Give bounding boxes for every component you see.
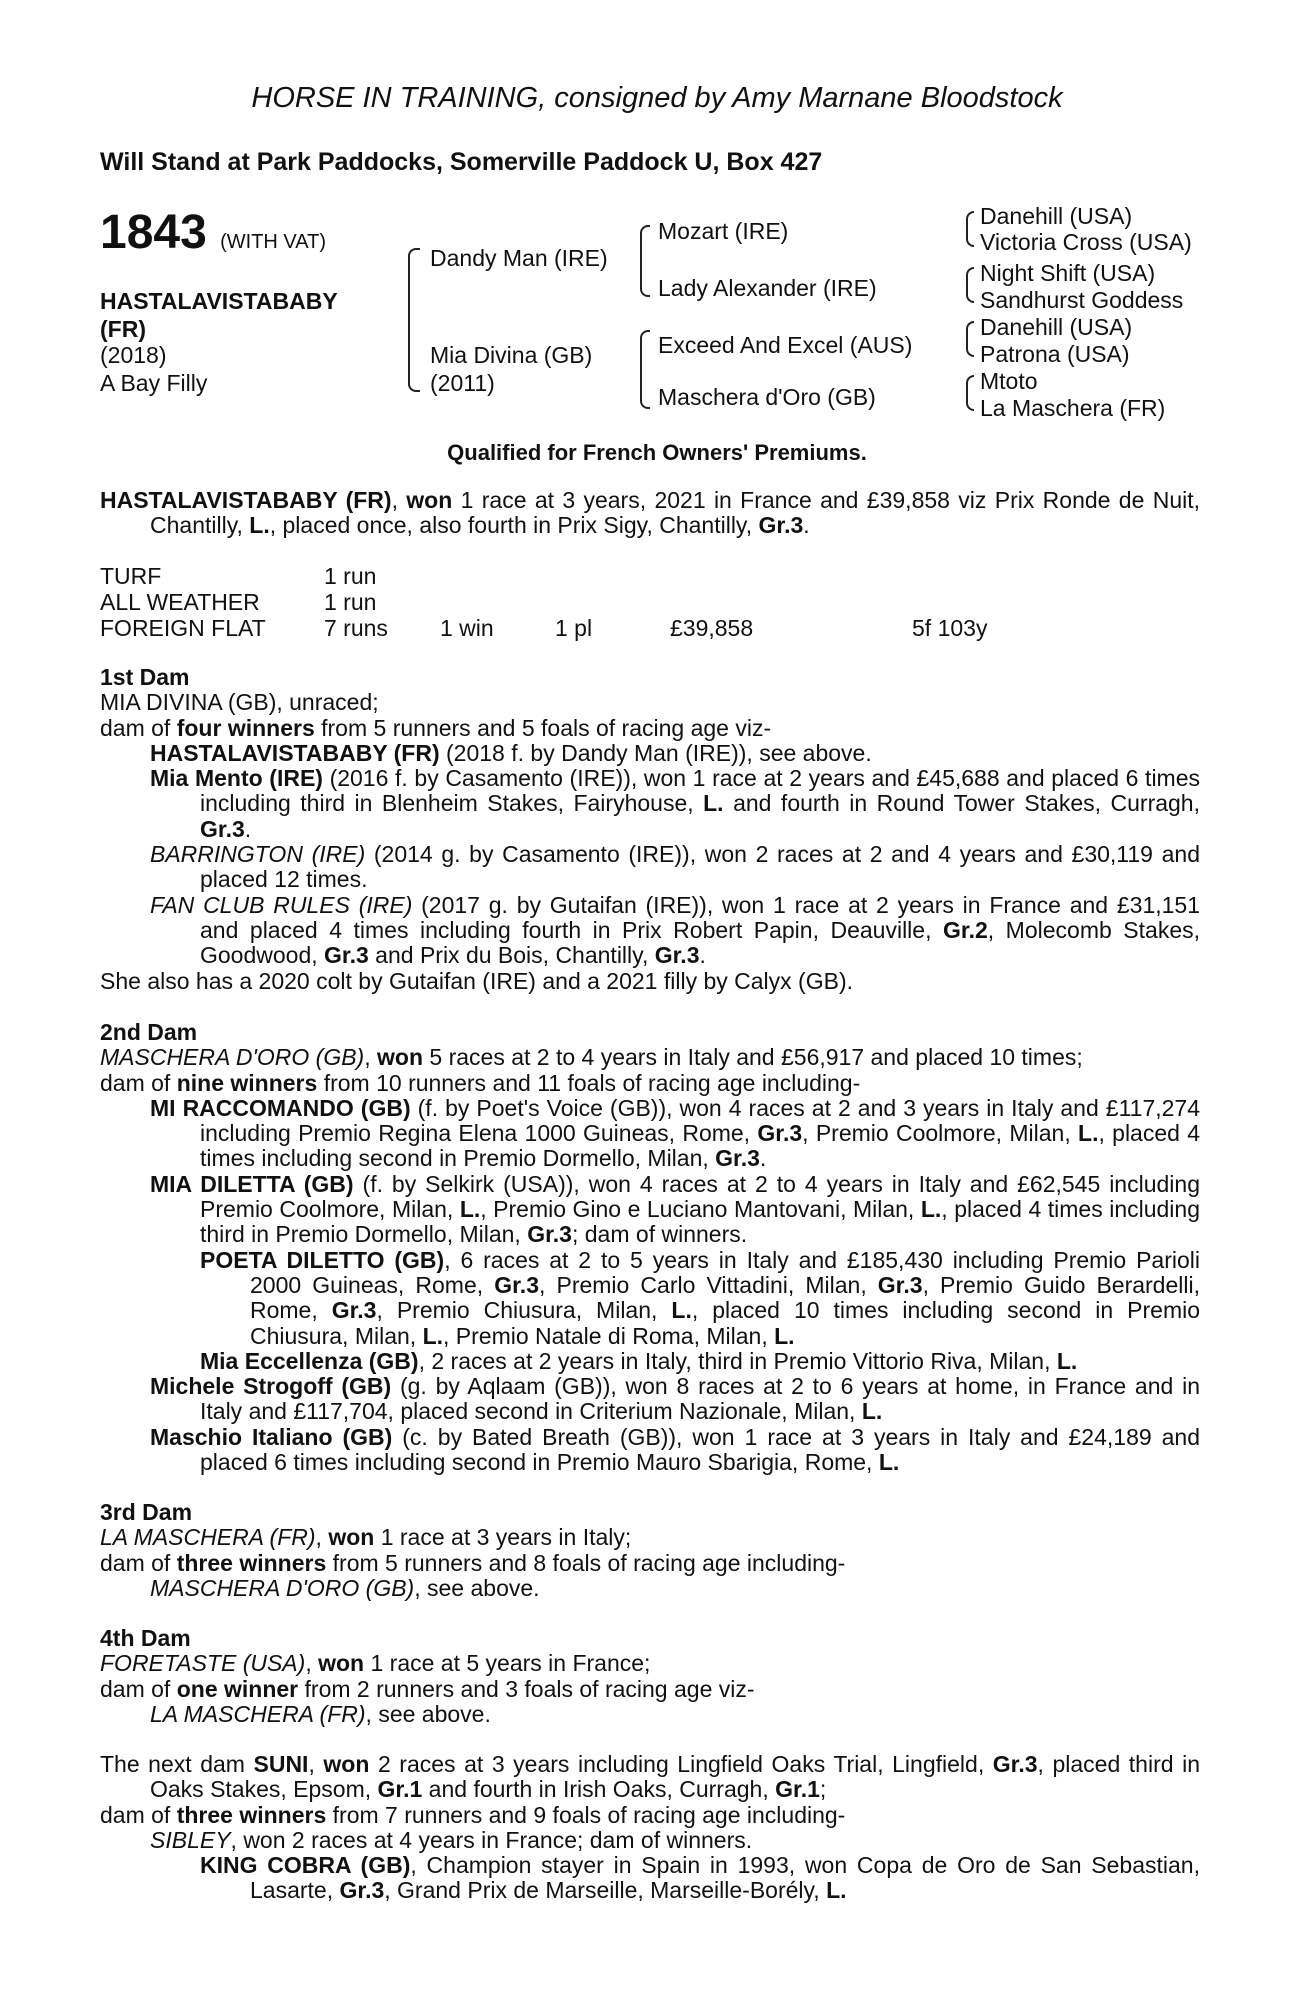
- dam-name: FORETASTE (USA): [100, 1650, 306, 1677]
- t: and fourth in Irish Oaks, Curragh,: [422, 1776, 776, 1803]
- next-dam-section: [100, 1752, 1200, 1904]
- dss: Danehill (USA): [980, 314, 1133, 340]
- sire-sire: Mozart (IRE): [658, 218, 789, 244]
- t: ; dam of winners.: [571, 1221, 748, 1248]
- t: 5 races at 2 to 4 years in Italy and £56,917 and placed 10 times;: [423, 1044, 1083, 1071]
- t: ,: [315, 1524, 329, 1551]
- won: won: [328, 1524, 375, 1551]
- t: , Premio Chiusura, Milan,: [376, 1297, 672, 1324]
- group: Gr.3: [200, 815, 245, 842]
- ff-label: FOREIGN FLAT: [100, 615, 266, 641]
- sire: Dandy Man (IRE): [430, 245, 608, 271]
- ff-distance: 5f 103y: [912, 615, 988, 641]
- aw-label: ALL WEATHER: [100, 589, 260, 615]
- dds: Mtoto: [980, 368, 1038, 394]
- group: Gr.1: [377, 1776, 423, 1803]
- listed: L.: [671, 1297, 692, 1324]
- listed: L.: [422, 1322, 444, 1349]
- winners-count: nine winners: [176, 1069, 318, 1096]
- grand-progeny-name: KING COBRA (GB): [200, 1852, 411, 1879]
- turf-runs: 1 run: [324, 563, 377, 589]
- t: from 5 runners and 8 foals of racing age including-: [326, 1549, 846, 1576]
- group: Gr.3: [339, 1877, 385, 1904]
- group: Gr.3: [757, 1120, 803, 1147]
- group: Gr.3: [877, 1271, 923, 1298]
- t: The next dam: [100, 1751, 254, 1777]
- group: Gr.2: [943, 916, 988, 943]
- ff-runs: 7 runs: [324, 615, 388, 641]
- summary-name: HASTALAVISTABABY (FR): [100, 487, 392, 513]
- horse-name: HASTALAVISTABABY: [100, 288, 338, 314]
- lot-number: [100, 207, 326, 268]
- fourth-dam-section: [100, 1626, 1200, 1727]
- t: 1 race at 5 years in France;: [364, 1650, 651, 1677]
- t: , placed third in Oaks Stakes, Epsom,: [150, 1751, 1200, 1803]
- horse-description: A Bay Filly: [100, 370, 208, 396]
- winners-count: one winner: [176, 1675, 299, 1702]
- summary-text-2: , placed once, also fourth in Prix Sigy, Chantilly,: [269, 512, 759, 539]
- t: , see above.: [414, 1574, 540, 1601]
- grand-progeny-name: POETA DILETTO (GB): [200, 1246, 445, 1273]
- t: (2014 g. by Casamento (IRE)), won 2 races at 2 and 4 years and £30,119 and placed 12 times.: [200, 841, 1200, 893]
- pedigree-brace-5: [966, 267, 974, 303]
- progeny-name: Michele Strogoff (GB): [150, 1373, 392, 1400]
- winners-count: four winners: [176, 714, 315, 741]
- won: won: [323, 1751, 370, 1777]
- t: (c. by Bated Breath (GB)), won 1 race at 3 years in Italy and £24,189 and placed 6 times including second in Premio Mauro Sbarigia, Rome,: [200, 1423, 1200, 1476]
- t: dam of: [100, 1801, 177, 1828]
- listed: L.: [920, 1196, 942, 1223]
- progeny-name: SIBLEY: [150, 1826, 231, 1853]
- progeny-name: LA MASCHERA (FR): [150, 1700, 366, 1727]
- t: , placed 4 times including third in Premio Dormello, Milan,: [200, 1196, 1201, 1248]
- listed: L.: [459, 1196, 481, 1223]
- progeny-name: MIA DILETTA (GB): [150, 1170, 354, 1197]
- t: and Prix du Bois, Chantilly,: [368, 942, 655, 969]
- premium-note: Qualified for French Owners' Premiums.: [447, 440, 867, 465]
- group: Gr.3: [324, 942, 369, 969]
- ff-money: £39,858: [670, 615, 754, 641]
- t: , placed 10 times including second in Premio Chiusura, Milan,: [250, 1297, 1201, 1349]
- first-dam-line: MIA DIVINA (GB), unraced;: [100, 689, 379, 716]
- t: dam of: [100, 1675, 177, 1702]
- won: won: [377, 1044, 424, 1071]
- dam-name: SUNI: [253, 1751, 309, 1777]
- catalogue-header: HORSE IN TRAINING, consigned by Amy Marnane Bloodstock: [251, 82, 1063, 114]
- progeny-name: FAN CLUB RULES (IRE): [150, 891, 413, 918]
- t: dam of: [100, 714, 177, 741]
- t: and fourth in Round Tower Stakes, Curragh,: [723, 790, 1200, 817]
- t: from 5 runners and 5 foals of racing age viz-: [314, 714, 772, 741]
- t: (f. by Selkirk (USA)), won 4 races at 2 to 4 years in Italy and £62,545 including Premio Coolmore, Milan,: [200, 1170, 1200, 1223]
- t: , Premio Natale di Roma, Milan,: [443, 1322, 775, 1349]
- dam-dam: Maschera d'Oro (GB): [658, 384, 876, 410]
- group: Gr.3: [715, 1145, 760, 1172]
- ff-wins: 1 win: [440, 615, 494, 641]
- t: , Grand Prix de Marseille, Marseille-Borély,: [384, 1877, 827, 1904]
- t: , see above.: [365, 1700, 491, 1727]
- t: , 2 races at 2 years in Italy, third in Premio Vittorio Riva, Milan,: [418, 1347, 1057, 1374]
- t: ,: [308, 1751, 324, 1777]
- fourth-dam-heading: 4th Dam: [100, 1625, 191, 1651]
- third-dam-section: [100, 1500, 1200, 1601]
- dam-year: (2011): [430, 370, 495, 396]
- listed: L.: [878, 1449, 900, 1476]
- dam-name: MASCHERA D'ORO (GB): [100, 1044, 365, 1071]
- pedigree-brace-3: [640, 330, 650, 409]
- vat-note: (WITH VAT): [220, 231, 327, 253]
- winners-count: three winners: [176, 1801, 327, 1828]
- second-dam-heading: 2nd Dam: [100, 1019, 198, 1045]
- t: .: [244, 815, 252, 842]
- progeny-name: Maschio Italiano (GB): [150, 1423, 393, 1450]
- group: Gr.3: [527, 1221, 572, 1248]
- t: (2016 f. by Casamento (IRE)), won 1 race at 2 years and £45,688 and placed 6 times including third in Blenheim Stakes, Fairyhouse,: [200, 765, 1201, 817]
- grand-progeny-name: Mia Eccellenza (GB): [200, 1347, 419, 1374]
- won: won: [318, 1650, 365, 1677]
- t: , Premio Guido Berardelli, Rome,: [250, 1271, 1200, 1324]
- pedigree-brace-2: [640, 225, 650, 297]
- progeny-name: MI RACCOMANDO (GB): [150, 1094, 411, 1121]
- aw-runs: 1 run: [324, 589, 377, 615]
- pedigree-brace-1: [408, 248, 420, 392]
- t: dam of: [100, 1069, 177, 1096]
- sdd: Sandhurst Goddess: [980, 287, 1184, 313]
- t: dam of: [100, 1549, 177, 1576]
- t: , won 2 races at 4 years in France; dam of winners.: [230, 1826, 753, 1853]
- t: , Premio Gino e Luciano Mantovani, Milan,: [480, 1196, 921, 1223]
- listed: L.: [1056, 1347, 1078, 1374]
- t: ,: [364, 1044, 378, 1071]
- pedigree-brace-6: [966, 321, 974, 357]
- group: Gr.3: [494, 1271, 539, 1298]
- progeny-name: Mia Mento (IRE): [150, 765, 323, 792]
- sss: Danehill (USA): [980, 203, 1133, 229]
- sds: Night Shift (USA): [980, 260, 1156, 286]
- group: Gr.3: [992, 1751, 1038, 1777]
- dam-sire: Exceed And Excel (AUS): [658, 332, 913, 358]
- progeny-name: BARRINGTON (IRE): [150, 841, 366, 868]
- summary-text-3: .: [803, 512, 810, 539]
- ddd: La Maschera (FR): [980, 395, 1166, 421]
- t: (g. by Aqlaam (GB)), won 8 races at 2 to 6 years at home, in France and in Italy and £117,704, placed second in Criterium Nazionale, Milan,: [200, 1373, 1200, 1425]
- pedigree-brace-4: [966, 211, 974, 247]
- summary-listed: L.: [249, 512, 270, 539]
- dam: Mia Divina (GB): [430, 342, 593, 368]
- t: , placed 4 times including second in Premio Dormello, Milan,: [200, 1120, 1201, 1172]
- listed: L.: [861, 1398, 883, 1425]
- group: Gr.3: [654, 942, 700, 969]
- second-dam-section: [100, 1020, 1200, 1475]
- t: (f. by Poet's Voice (GB)), won 4 races at 2 and 3 years in Italy and £117,274 including Premio Regina Elena 1000 Guineas, Rome,: [200, 1094, 1200, 1147]
- t: ;: [819, 1776, 827, 1803]
- t: , 6 races at 2 to 5 years in Italy and £185,430 including Premio Parioli 2000 Guineas, Rome,: [250, 1246, 1200, 1298]
- group: Gr.3: [331, 1297, 377, 1324]
- t: , Champion stayer in Spain in 1993, won Copa de Oro de San Sebastian, Lasarte,: [250, 1852, 1200, 1904]
- group: Gr.1: [775, 1776, 820, 1803]
- t: (2018 f. by Dandy Man (IRE)), see above.: [439, 739, 872, 766]
- horse-year: (2018): [100, 342, 167, 368]
- t: .: [759, 1145, 767, 1172]
- listed: L.: [774, 1322, 795, 1349]
- t: 2 races at 3 years including Lingfield Oaks Trial, Lingfield,: [369, 1751, 993, 1777]
- ssd: Victoria Cross (USA): [980, 229, 1192, 255]
- summary-won: won: [406, 487, 453, 513]
- t: (2017 g. by Gutaifan (IRE)), won 1 race at 2 years in France and £31,151 and placed 4 times including fourth in Prix Robert Papin, Deauville,: [200, 891, 1201, 943]
- progeny-name: HASTALAVISTABABY (FR): [150, 739, 440, 766]
- t: , Premio Coolmore, Milan,: [802, 1120, 1079, 1147]
- t: , Molecomb Stakes, Goodwood,: [200, 916, 1200, 969]
- t: from 7 runners and 9 foals of racing age including-: [326, 1801, 846, 1828]
- sire-dam: Lady Alexander (IRE): [658, 275, 877, 301]
- winners-count: three winners: [176, 1549, 327, 1576]
- t: 1 race at 3 years in Italy;: [374, 1524, 632, 1551]
- dam-name: LA MASCHERA (FR): [100, 1524, 316, 1551]
- ff-placed: 1 pl: [555, 615, 593, 641]
- first-dam-note: She also has a 2020 colt by Gutaifan (IRE) and a 2021 filly by Calyx (GB).: [100, 967, 853, 994]
- lot-number-value: 1843: [100, 206, 207, 259]
- summary-group: Gr.3: [758, 512, 804, 539]
- pedigree-brace-7: [966, 375, 974, 411]
- t: from 2 runners and 3 foals of racing age viz-: [298, 1675, 755, 1702]
- t: , Premio Carlo Vittadini, Milan,: [539, 1271, 878, 1298]
- listed: L.: [1078, 1120, 1099, 1147]
- third-dam-heading: 3rd Dam: [100, 1499, 193, 1525]
- first-dam-heading: 1st Dam: [100, 664, 190, 690]
- progeny-name: MASCHERA D'ORO (GB): [150, 1574, 415, 1601]
- t: .: [699, 942, 706, 969]
- first-dam-section: [100, 665, 1200, 994]
- dsd: Patrona (USA): [980, 341, 1130, 367]
- stand-location: Will Stand at Park Paddocks, Somerville Paddock U, Box 427: [100, 148, 823, 176]
- summary-text-1: 1 race at 3 years, 2021 in France and £39,858 viz Prix Ronde de Nuit, Chantilly,: [150, 487, 1200, 539]
- listed: L.: [703, 790, 724, 817]
- horse-country: (FR): [100, 316, 146, 342]
- t: ,: [305, 1650, 319, 1677]
- race-summary: HASTALAVISTABABY (FR), won 1 race at 3 years, 2021 in France and £39,858 viz Prix Ronde de Nuit, Chantilly, L., placed once, also fourth in Prix Sigy, Chantilly, Gr.3.: [100, 487, 1200, 539]
- listed: L.: [826, 1877, 847, 1904]
- turf-label: TURF: [100, 563, 162, 589]
- t: from 10 runners and 11 foals of racing age including-: [317, 1069, 861, 1096]
